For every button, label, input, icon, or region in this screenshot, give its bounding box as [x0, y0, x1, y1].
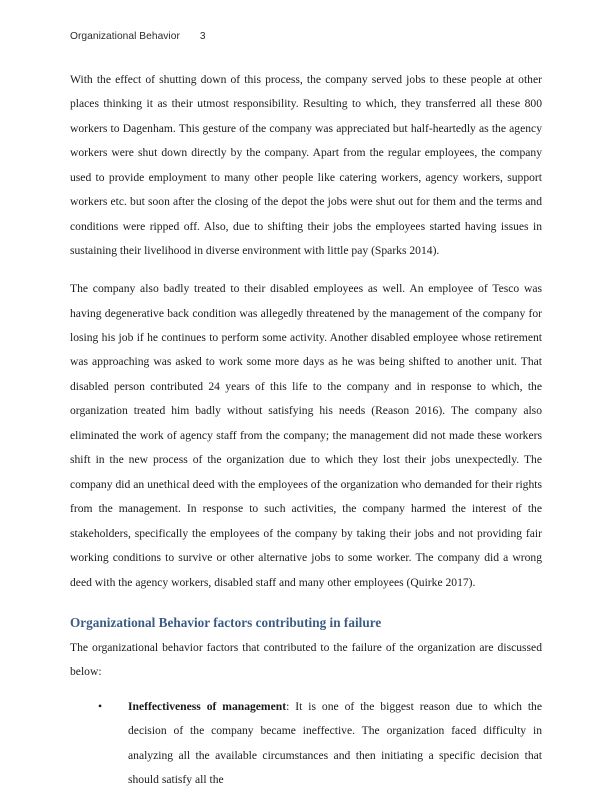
- list-item: [70, 695, 542, 793]
- factors-bullet-list: [70, 695, 542, 793]
- list-item-separator: :: [286, 699, 296, 713]
- list-item-text: It is one of the biggest reason due to which the decision of the company became ineffective. The organization faced difficulty in analyzing all the available circumstances and then initiating a specific decision that should satisfy all the: [128, 699, 542, 787]
- section-intro-paragraph: The organizational behavior factors that contributed to the failure of the organization are discussed below:: [70, 641, 542, 679]
- header-document-title: Organizational Behavior: [70, 31, 180, 42]
- header-page-number: 3: [199, 31, 206, 42]
- section-heading: Organizational Behavior factors contributing in failure: [70, 615, 382, 631]
- body-paragraph-1: With the effect of shutting down of this process, the company served jobs to these people at other places thinking it as their utmost responsibility. Resulting to which, they transferred all these 800 workers to Dagenham. This gesture of the company was appreciated but half-heartedly as the agency workers were shut down directly by the company. Apart from the regular employees, the company used to provide employment to many other people like catering workers, agency workers, support workers etc. but soon after the closing of the depot the jobs were shut out for them and the terms and conditions were ripped off. Also, due to shifting their jobs the employees started having issues in sustaining their livelihood in diverse environment with little pay (Sparks 2014).: [70, 73, 542, 258]
- bullet-icon: •: [98, 699, 103, 713]
- running-header: [70, 31, 542, 42]
- body-paragraph-2: The company also badly treated to their disabled employees as well. An employee of Tesco was having degenerative back condition was allegedly threatened by the management of the company for losing his job if he continues to perform some activity. Another disabled employee whose retirement was approaching was asked to work some more days as he was being shifted to another unit. That disabled person contributed 24 years of this life to the company and in response to which, the organization treated him badly without satisfying his needs (Reason 2016). The company also eliminated the work of agency staff from the company; the management did not made these workers shift in the new process of the organization due to which they lost their jobs unexpectedly. The company did an unethical deed with the employees of the organization who demanded for their rights from the management. In response to such activities, the company harmed the interest of the stakeholders, specifically the employees of the company by taking their jobs and not providing fair working conditions to survive or other alternative jobs to some worker. The company did a wrong deed with the agency workers, disabled staff and many other employees (Quirke 2017).: [70, 282, 542, 589]
- document-content: [70, 68, 542, 793]
- list-item-lead-in: Ineffectiveness of management: [128, 699, 287, 713]
